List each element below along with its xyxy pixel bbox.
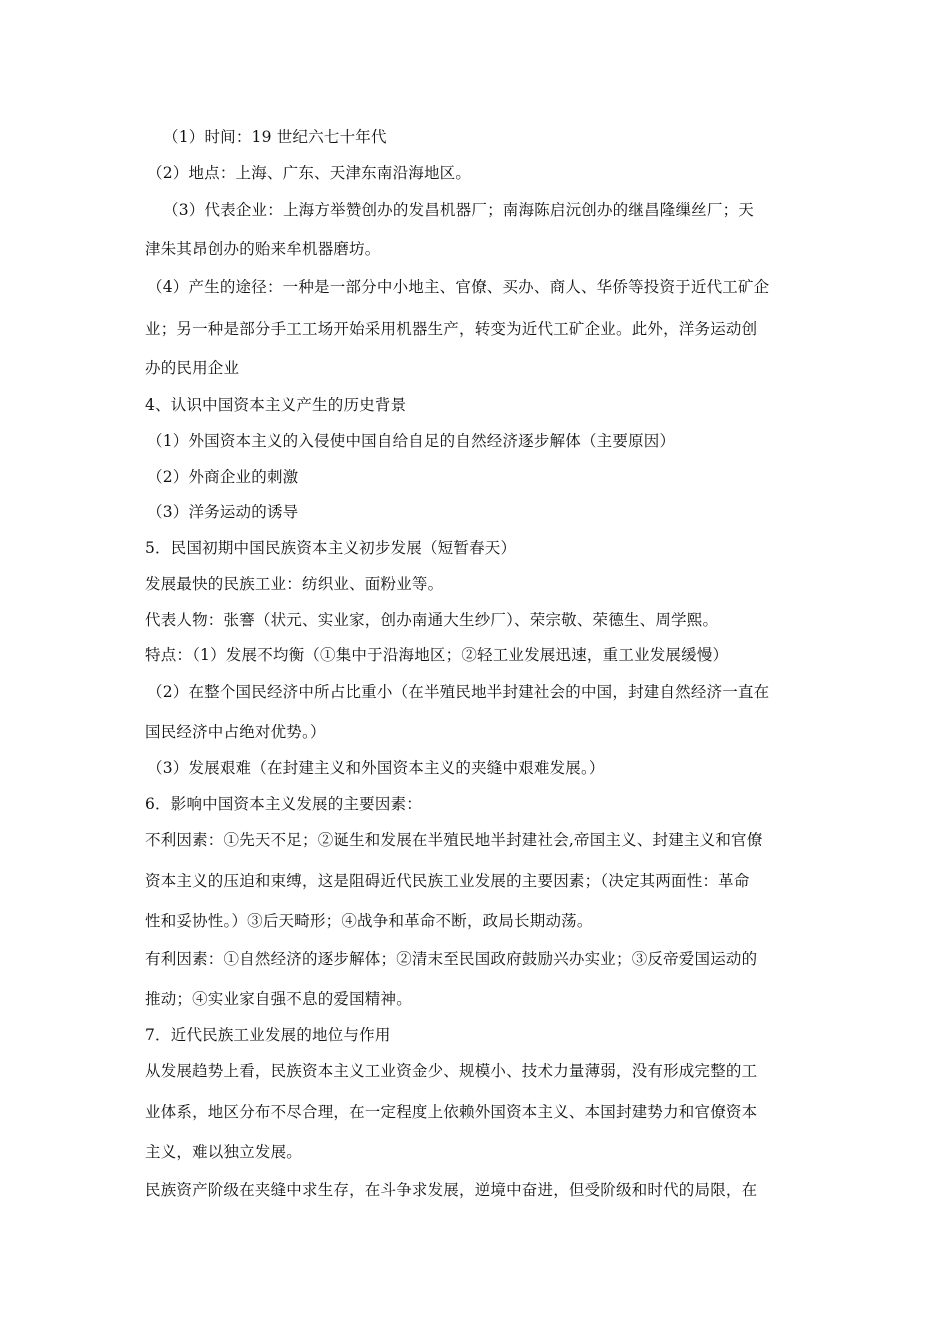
text-line-location: （2）地点：上海、广东、天津东南沿海地区。	[147, 164, 472, 182]
text-line-background-1: （1）外国资本主义的入侵使中国自给自足的自然经济逐步解体（主要原因）	[147, 432, 676, 450]
text-line-time: （1）时间：19 世纪六七十年代	[163, 128, 387, 146]
text-line-favorable: 有利因素：①自然经济的逐步解体；②清末至民国政府鼓励兴办实业；③反帝爱国运动的	[145, 950, 758, 968]
text-line-feature-2: （2）在整个国民经济中所占比重小（在半殖民地半封建社会的中国，封建自然经济一直在	[147, 683, 770, 701]
text-line-background-2: （2）外商企业的刺激	[147, 468, 299, 486]
text-line-bourgeoisie: 民族资产阶级在夹缝中求生存，在斗争求发展，逆境中奋进，但受阶级和时代的局限，在	[145, 1181, 758, 1199]
text-line-fastest-industry: 发展最快的民族工业：纺织业、面粉业等。	[145, 575, 444, 593]
heading-section-6: 6．影响中国资本主义发展的主要因素：	[145, 795, 422, 813]
text-line-features: 特点：（1）发展不均衡（①集中于沿海地区；②轻工业发展迅速，重工业发展缓慢）	[145, 646, 729, 664]
text-line-unfavorable: 不利因素：①先天不足；②诞生和发展在半殖民地半封建社会,帝国主义、封建主义和官僚	[145, 831, 763, 849]
heading-section-5: 5．民国初期中国民族资本主义初步发展（短暂春天）	[145, 539, 517, 557]
text-line-feature-2-cont: 国民经济中占绝对优势。）	[145, 723, 326, 741]
text-line-trend-cont-1: 业体系，地区分布不尽合理，在一定程度上依赖外国资本主义、本国封建势力和官僚资本	[145, 1103, 758, 1121]
text-line-trend: 从发展趋势上看，民族资本主义工业资金少、规模小、技术力量薄弱，没有形成完整的工	[145, 1062, 758, 1080]
text-line-origin-cont-2: 办的民用企业	[145, 359, 240, 377]
text-line-enterprises: （3）代表企业：上海方举赞创办的发昌机器厂；南海陈启沅创办的继昌隆缫丝厂；天	[163, 201, 754, 219]
heading-section-4: 4、认识中国资本主义产生的历史背景	[145, 396, 407, 414]
text-line-origin: （4）产生的途径：一种是一部分中小地主、官僚、买办、商人、华侨等投资于近代工矿企	[147, 278, 770, 296]
text-line-favorable-cont: 推动；④实业家自强不息的爱国精神。	[145, 990, 412, 1008]
text-line-representatives: 代表人物：张謇（状元、实业家，创办南通大生纱厂）、荣宗敬、荣德生、周学熙。	[145, 611, 719, 629]
text-line-unfavorable-cont-1: 资本主义的压迫和束缚，这是阻碍近代民族工业发展的主要因素；（决定其两面性：革命	[145, 872, 750, 890]
text-line-origin-cont-1: 业；另一种是部分手工工场开始采用机器生产，转变为近代工矿企业。此外，洋务运动创	[145, 320, 758, 338]
text-line-feature-3: （3）发展艰难（在封建主义和外国资本主义的夹缝中艰难发展。）	[147, 759, 605, 777]
heading-section-7: 7．近代民族工业发展的地位与作用	[145, 1026, 391, 1044]
text-line-background-3: （3）洋务运动的诱导	[147, 503, 299, 521]
text-line-trend-cont-2: 主义，难以独立发展。	[145, 1143, 303, 1161]
text-line-enterprises-cont: 津朱其昂创办的贻来牟机器磨坊。	[145, 240, 381, 258]
text-line-unfavorable-cont-2: 性和妥协性。）③后天畸形；④战争和革命不断，政局长期动荡。	[145, 912, 593, 930]
